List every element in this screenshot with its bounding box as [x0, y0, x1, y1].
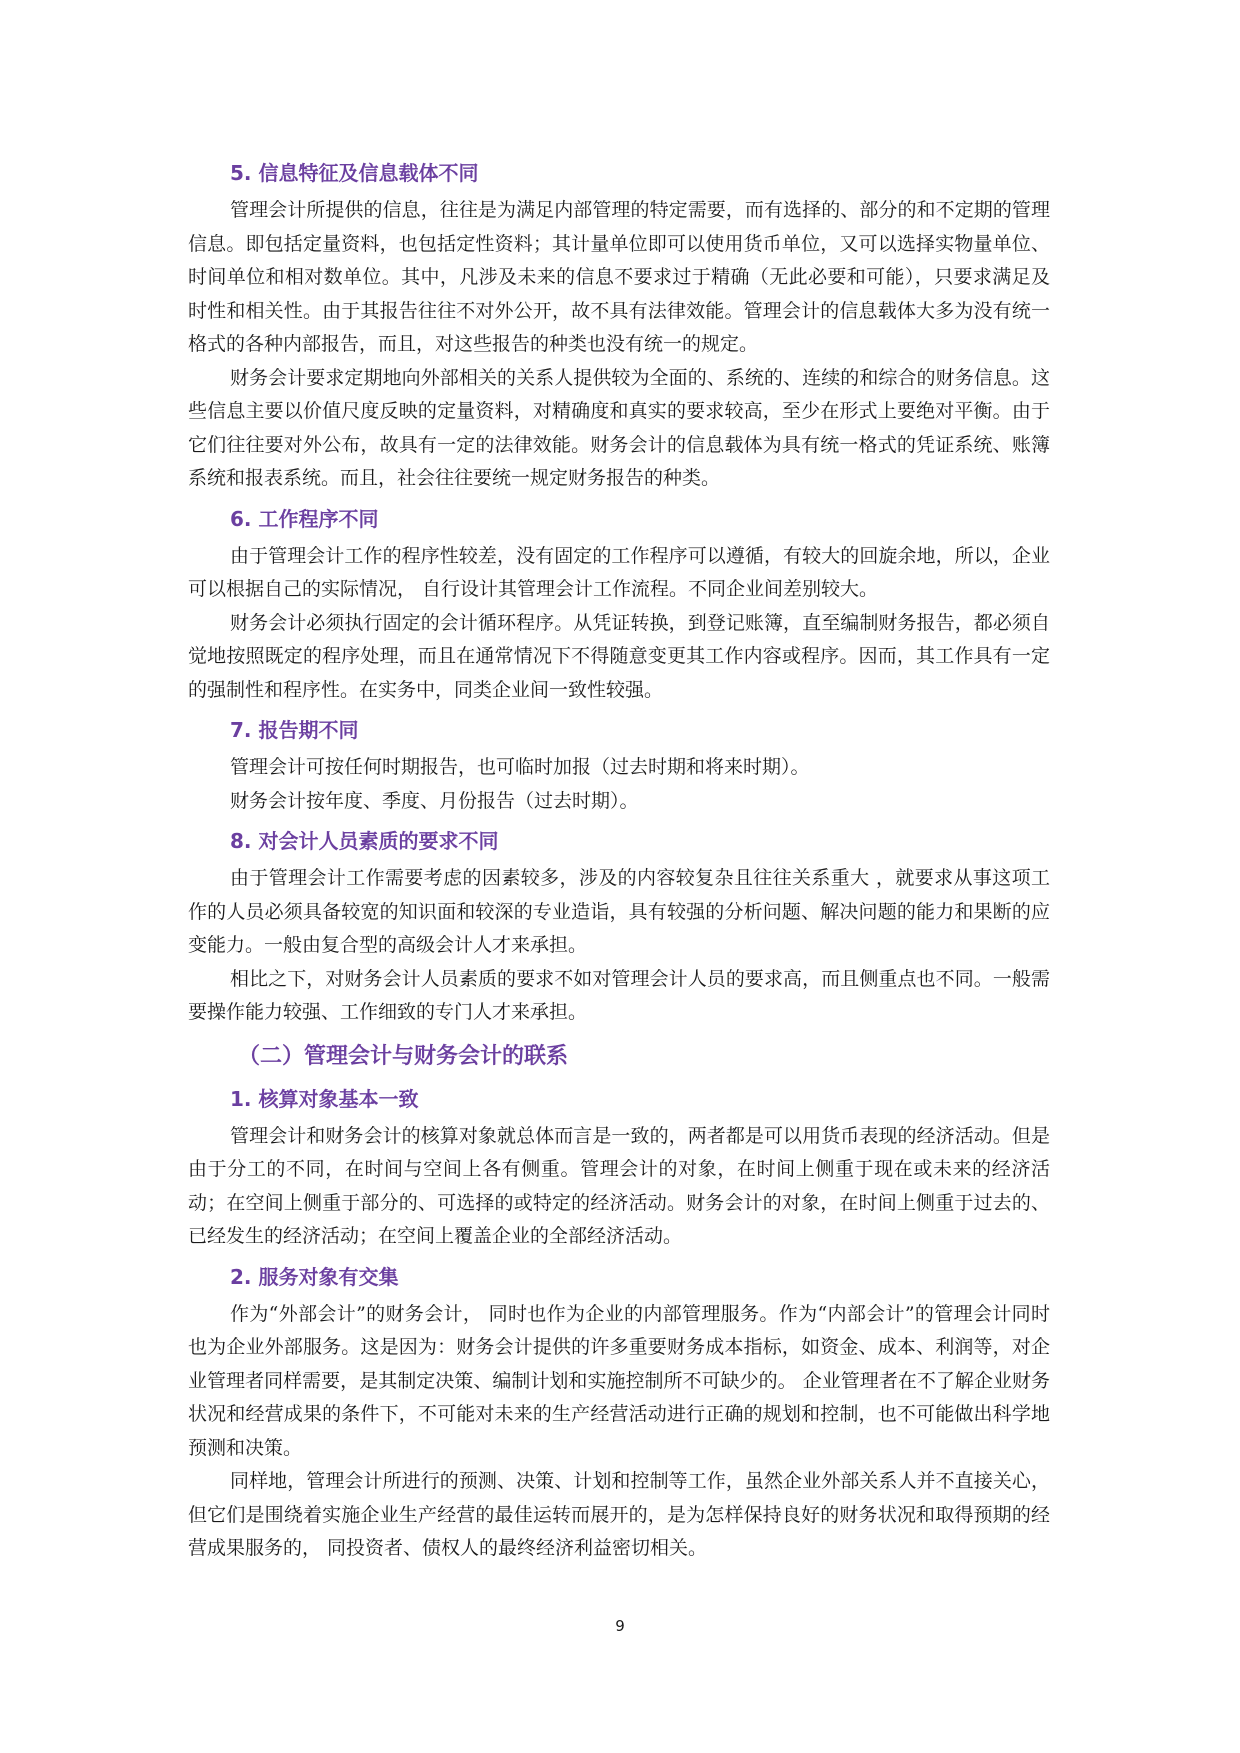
page-number: 9 — [615, 1617, 625, 1635]
section-heading: 2. 服务对象有交集 — [230, 1264, 399, 1289]
paragraph: 财务会计要求定期地向外部相关的关系人提供较为全面的、系统的、连续的和综合的财务信息。这些信息主要以价值尺度反映的定量资料，对精确度和真实的要求较高，至少在形式上要绝对平衡。由于它们往往要对外公布，故具有一定的法律效能。财务会计的信息载体为具有统一格式的凭证系统、账簿系统和报表系统。而且，社会往往要统一规定财务报告的种类。 — [188, 366, 1050, 489]
paragraph: 由于管理会计工作需要考虑的因素较多，涉及的内容较复杂且往往关系重大 ，就要求从事这项工作的人员必须具备较宽的知识面和较深的专业造诣，具有较强的分析问题、解决问题的能力和果断的应变能力。一般由复合型的高级会计人才来承担。 — [188, 867, 1050, 956]
paragraph: 财务会计按年度、季度、月份报告（过去时期）。 — [230, 789, 639, 812]
major-heading: （二）管理会计与财务会计的联系 — [238, 1043, 569, 1069]
paragraph: 管理会计可按任何时期报告，也可临时加报（过去时期和将来时期）。 — [230, 756, 810, 778]
section-heading: 5. 信息特征及信息载体不同 — [230, 161, 479, 185]
paragraph: 同样地，管理会计所进行的预测、决策、计划和控制等工作，虽然企业外部关系人并不直接关心，但它们是围绕着实施企业生产经营的最佳运转而展开的，是为怎样保持良好的财务状况和取得预期的经营成果服务的， 同投资者、债权人的最终经济利益密切相关。 — [188, 1470, 1050, 1559]
section-heading: 6. 工作程序不同 — [230, 506, 379, 531]
document-body — [188, 150, 1050, 1566]
paragraph: 管理会计所提供的信息，往往是为满足内部管理的特定需要，而有选择的、部分的和不定期的管理信息。即包括定量资料，也包括定性资料；其计量单位即可以使用货币单位，又可以选择实物量单位、时间单位和相对数单位。其中，凡涉及未来的信息不要求过于精确（无此必要和可能），只要求满足及时性和相关性。由于其报告往往不对外公开，故不具有法律效能。管理会计的信息载体大多为没有统一格式的各种内部报告，而且，对这些报告的种类也没有统一的规定。 — [188, 199, 1050, 355]
paragraph: 财务会计必须执行固定的会计循环程序。从凭证转换，到登记账簿，直至编制财务报告，都必须自觉地按照既定的程序处理，而且在通常情况下不得随意变更其工作内容或程序。因而，其工作具有一定的强制性和程序性。在实务中，同类企业间一致性较强。 — [188, 611, 1050, 701]
paragraph: 管理会计和财务会计的核算对象就总体而言是一致的，两者都是可以用货币表现的经济活动。但是由于分工的不同，在时间与空间上各有侧重。管理会计的对象，在时间上侧重于现在或未来的经济活动；在空间上侧重于部分的、可选择的或特定的经济活动。财务会计的对象，在时间上侧重于过去的、已经发生的经济活动；在空间上覆盖企业的全部经济活动。 — [188, 1124, 1050, 1247]
paragraph: 由于管理会计工作的程序性较差，没有固定的工作程序可以遵循，有较大的回旋余地，所以，企业可以根据自己的实际情况， 自行设计其管理会计工作流程。不同企业间差别较大。 — [188, 544, 1050, 600]
paragraph: 相比之下，对财务会计人员素质的要求不如对管理会计人员的要求高，而且侧重点也不同。一般需要操作能力较强、工作细致的专门人才来承担。 — [188, 967, 1050, 1023]
paragraph: 作为“外部会计”的财务会计， 同时也作为企业的内部管理服务。作为“内部会计”的管理会计同时也为企业外部服务。这是因为：财务会计提供的许多重要财务成本指标，如资金、成本、利润等，对企业管理者同样需要，是其制定决策、编制计划和实施控制所不可缺少的。 企业管理者在不了解企业财务状况和经营成果的条件下，不可能对未来的生产经营活动进行正确的规划和控制，也不可能做出科学地预测和决策。 — [188, 1302, 1050, 1459]
section-heading: 7. 报告期不同 — [230, 718, 359, 742]
section-heading: 1. 核算对象基本一致 — [230, 1086, 419, 1111]
section-heading: 8. 对会计人员素质的要求不同 — [230, 829, 499, 853]
